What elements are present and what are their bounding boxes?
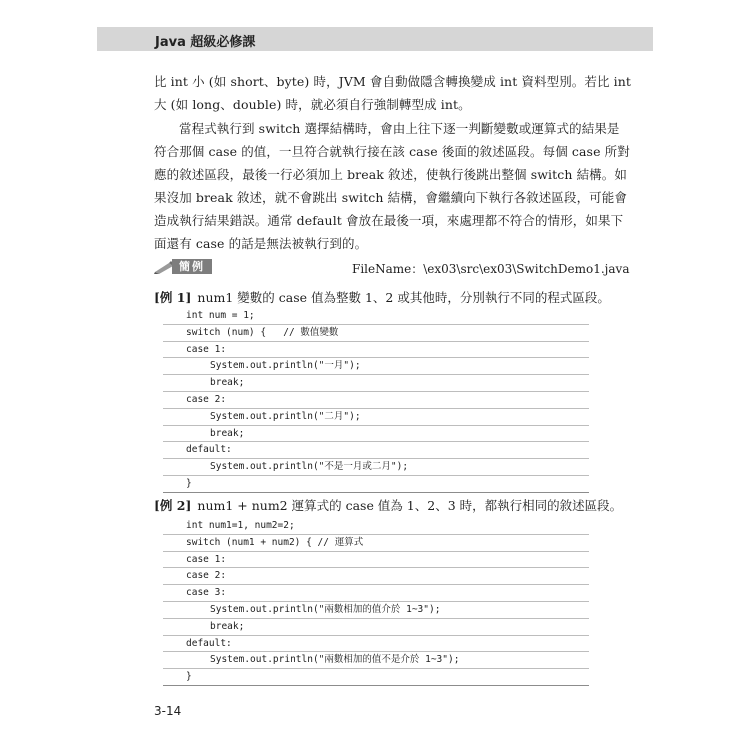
code-line: } [163,669,589,686]
code-line: switch (num) { // 數值變數 [163,325,589,342]
code-line: switch (num1 + num2) { // 運算式 [163,535,589,552]
example-1-heading [154,288,610,306]
pencil-icon [154,259,174,274]
code-line: default: [163,636,589,653]
text-line: 應的敘述區段，最後一行必須加上 break 敘述，使執行後跳出整個 switch 結構。如 [154,167,627,182]
file-path: FileName：\ex03\src\ex03\SwitchDemo1.java [352,262,630,276]
code-line: case 2: [163,392,589,409]
text-line: 當程式執行到 switch 選擇結構時，會由上往下逐一判斷變數或運算式的結果是 [179,121,620,136]
example-description: num1 變數的 case 值為整數 1、2 或其他時，分別執行不同的程式區段。 [197,290,610,305]
example-number: [例 2] [154,498,192,513]
code-line: int num1=1, num2=2; [163,518,589,535]
text-line: 大 (如 long、double) 時，就必須自行強制轉型成 int。 [154,97,471,112]
code-line: System.out.println("一月"); [163,358,589,375]
book-title: Java 超級必修課 [155,35,256,50]
code-line: default: [163,442,589,459]
text-line: 果沒加 break 敘述，就不會跳出 switch 結構，會繼續向下執行各敘述區段，可能會 [154,190,627,205]
code-line: break; [163,426,589,443]
code-listing-2 [163,518,589,686]
code-line: System.out.println("二月"); [163,409,589,426]
code-line: int num = 1; [163,308,589,325]
code-line: case 3: [163,585,589,602]
code-line: case 2: [163,568,589,585]
example-tag [154,258,212,275]
code-line: System.out.println("兩數相加的值不是介於 1~3"); [163,652,589,669]
code-listing-1 [163,308,589,493]
example-label: 簡例 [172,259,212,274]
code-line: break; [163,619,589,636]
code-line: case 1: [163,342,589,359]
text-line: 面還有 case 的話是無法被執行到的。 [154,236,368,251]
example-number: [例 1] [154,290,192,305]
code-line: case 1: [163,552,589,569]
text-line: 符合那個 case 的值，一旦符合就執行接在該 case 後面的敘述區段。每個 case 所對 [154,144,630,159]
running-header [97,27,653,51]
example-description: num1 + num2 運算式的 case 值為 1、2、3 時，都執行相同的敘述區段。 [197,498,623,513]
code-line: System.out.println("不是一月或二月"); [163,459,589,476]
paragraph-type-conversion [154,70,632,116]
code-line: } [163,476,589,493]
paragraph-switch-explanation [154,117,630,255]
text-line: 造成執行結果錯誤。通常 default 會放在最後一項，來處理都不符合的情形，如果下 [154,213,624,228]
text-line: 比 int 小 (如 short、byte) 時，JVM 會自動做隱含轉換變成 int 資料型別。若比 int [154,74,632,89]
example-2-heading [154,496,622,514]
page-number: 3-14 [154,704,182,718]
code-line: System.out.println("兩數相加的值介於 1~3"); [163,602,589,619]
code-line: break; [163,375,589,392]
